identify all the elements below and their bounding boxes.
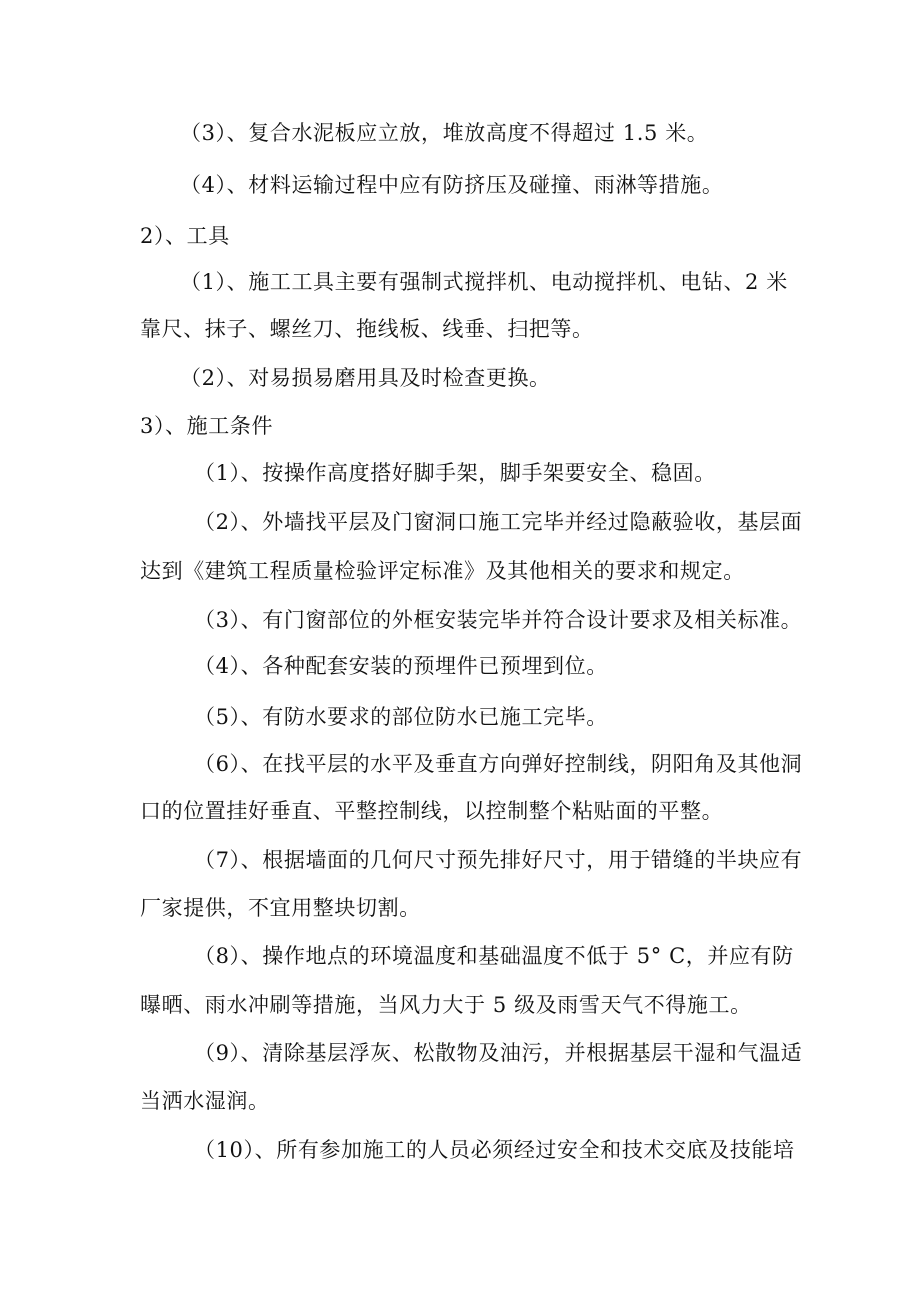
conditions-item-4-text: （4）、各种配套安装的预埋件已预埋到位。 (194, 654, 608, 678)
tools-item-1-text: （1）、施工工具主要有强制式搅拌机、电动搅拌机、电钻、2 米 (180, 270, 788, 294)
section-conditions-heading: 3）、施工条件 (140, 414, 274, 438)
conditions-item-7-continuation: 厂家提供，不宜用整块切割。 (140, 896, 421, 920)
conditions-item-10-text: （10）、所有参加施工的人员必须经过安全和技术交底及技能培 (194, 1138, 795, 1162)
item-3-storage-text: （3）、复合水泥板应立放，堆放高度不得超过 1.5 米。 (180, 121, 709, 145)
conditions-item-6-continuation: 口的位置挂好垂直、平整控制线，以控制整个粘贴面的平整。 (140, 799, 724, 823)
conditions-item-7-text: （7）、根据墙面的几何尺寸预先排好尺寸，用于错缝的半块应有 (194, 848, 803, 872)
section-tools-heading: 2）、工具 (140, 224, 230, 248)
conditions-item-5-text: （5）、有防水要求的部位防水已施工完毕。 (194, 705, 608, 729)
item-4-transport-text: （4）、材料运输过程中应有防挤压及碰撞、雨淋等措施。 (180, 173, 724, 197)
conditions-item-8-continuation: 曝晒、雨水冲刷等措施，当风力大于 5 级及雨雪天气不得施工。 (140, 993, 752, 1017)
tools-item-1-continuation: 靠尺、抹子、螺丝刀、拖线板、线垂、扫把等。 (140, 317, 594, 341)
conditions-item-8-text: （8）、操作地点的环境温度和基础温度不低于 5° C，并应有防 (194, 944, 794, 968)
tools-item-2-text: （2）、对易损易磨用具及时检查更换。 (180, 366, 551, 390)
conditions-item-9-text: （9）、清除基层浮灰、松散物及油污，并根据基层干湿和气温适 (194, 1041, 803, 1065)
conditions-item-3-text: （3）、有门窗部位的外框安装完毕并符合设计要求及相关标准。 (194, 608, 803, 632)
conditions-item-2-continuation: 达到《建筑工程质量检验评定标准》及其他相关的要求和规定。 (140, 559, 745, 583)
conditions-item-1-text: （1）、按操作高度搭好脚手架，脚手架要安全、稳固。 (194, 461, 716, 485)
conditions-item-6-text: （6）、在找平层的水平及垂直方向弹好控制线，阴阳角及其他洞 (194, 752, 803, 776)
conditions-item-9-continuation: 当洒水湿润。 (140, 1089, 270, 1113)
conditions-item-2-text: （2）、外墙找平层及门窗洞口施工完毕并经过隐蔽验收，基层面 (194, 510, 803, 534)
